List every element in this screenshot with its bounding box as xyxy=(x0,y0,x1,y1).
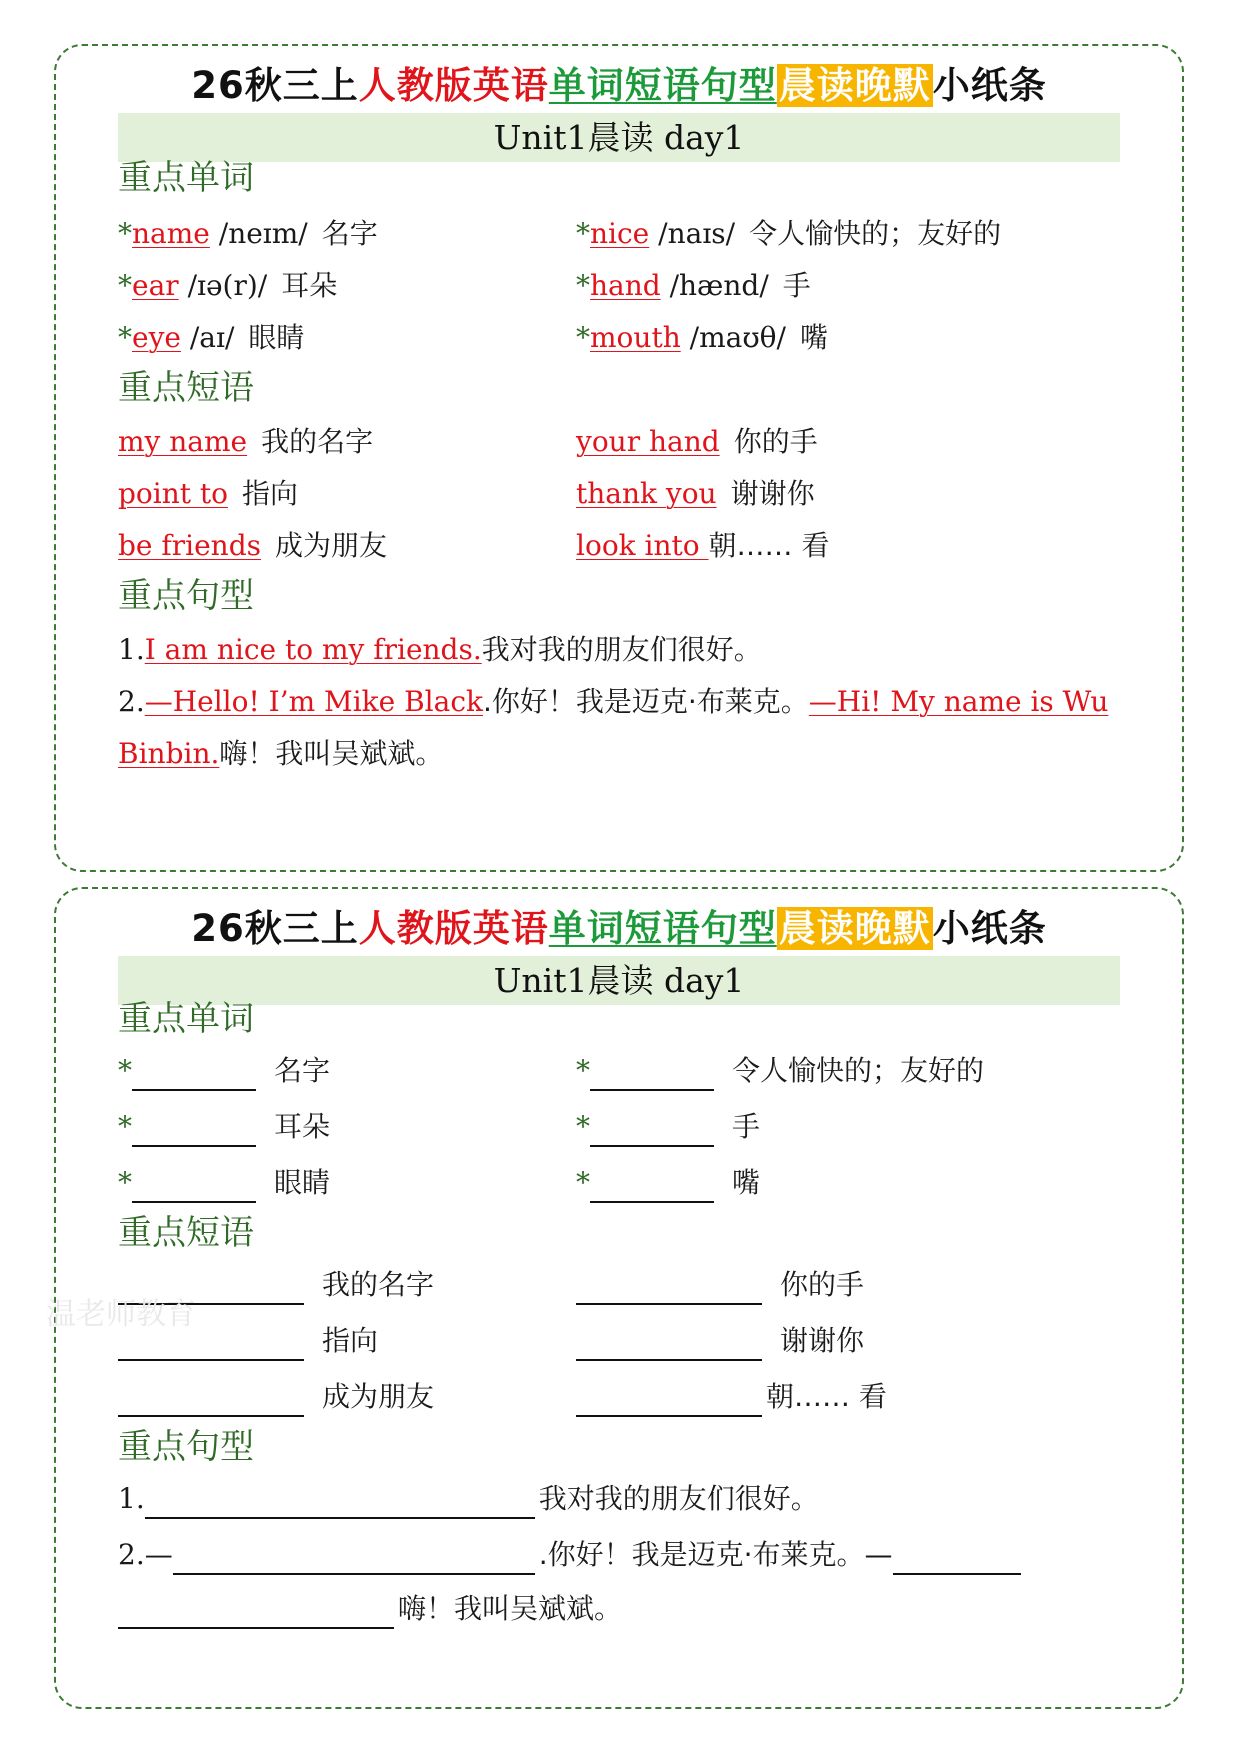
phrase-blank-item: 指向 xyxy=(118,1321,378,1361)
answer-blank[interactable] xyxy=(576,1329,762,1361)
section-heading-sentences: 重点句型 xyxy=(118,576,254,616)
phrase-blank-item: 朝…… 看 xyxy=(576,1377,887,1417)
phrase-blank-item: 你的手 xyxy=(576,1265,864,1305)
word-item: *name /neɪm/ 名字 xyxy=(118,217,378,250)
phrase-item: my name 我的名字 xyxy=(118,425,374,458)
answer-blank[interactable] xyxy=(145,1487,535,1519)
phrase-item: look into 朝…… 看 xyxy=(576,529,830,562)
word-item: *nice /naɪs/ 令人愉快的；友好的 xyxy=(576,217,1002,250)
section-heading-phrases: 重点短语 xyxy=(118,1213,254,1253)
sentence-1: 1.I am nice to my friends.我对我的朋友们很好。 xyxy=(118,633,762,666)
answer-blank[interactable] xyxy=(118,1597,394,1629)
phrase-item: your hand 你的手 xyxy=(576,425,818,458)
word-blank-item: * 名字 xyxy=(118,1051,330,1091)
answer-blank[interactable] xyxy=(590,1115,714,1147)
section-heading-sentences: 重点句型 xyxy=(118,1427,254,1467)
word-blank-item: * 令人愉快的；友好的 xyxy=(576,1051,984,1091)
phrase-blank-item: 成为朋友 xyxy=(118,1377,434,1417)
answer-blank[interactable] xyxy=(893,1543,1021,1575)
answer-blank[interactable] xyxy=(118,1329,304,1361)
unit-banner: Unit1晨读 day1 xyxy=(118,956,1120,1005)
section-heading-words: 重点单词 xyxy=(118,158,254,198)
unit-banner: Unit1晨读 day1 xyxy=(118,113,1120,162)
section-heading-phrases: 重点短语 xyxy=(118,368,254,408)
word-item: *hand /hænd/ 手 xyxy=(576,269,811,302)
answer-blank[interactable] xyxy=(590,1059,714,1091)
sentence-1-blank: 1. 我对我的朋友们很好。 xyxy=(118,1479,819,1519)
phrase-blank-item: 谢谢你 xyxy=(576,1321,864,1361)
word-blank-item: * 嘴 xyxy=(576,1163,760,1203)
answer-blank[interactable] xyxy=(118,1385,304,1417)
phrase-blank-item: 我的名字 xyxy=(118,1265,434,1305)
word-blank-item: * 眼睛 xyxy=(118,1163,330,1203)
sentence-2: 2.—Hello! I’m Mike Black.你好！我是迈克·布莱克。—Hi! My name is Wu xyxy=(118,685,1109,718)
word-item: *eye /aɪ/ 眼睛 xyxy=(118,321,305,354)
answer-blank[interactable] xyxy=(576,1273,762,1305)
phrase-item: point to 指向 xyxy=(118,477,299,510)
answer-blank[interactable] xyxy=(576,1385,762,1417)
evening-dictation-card xyxy=(46,887,1184,1709)
answer-blank[interactable] xyxy=(132,1059,256,1091)
watermark: 温老师教育 xyxy=(46,1297,196,1332)
word-item: *ear /ɪə(r)/ 耳朵 xyxy=(118,269,338,302)
word-blank-item: * 耳朵 xyxy=(118,1107,330,1147)
phrase-item: thank you 谢谢你 xyxy=(576,477,815,510)
word-blank-item: * 手 xyxy=(576,1107,760,1147)
morning-reading-card xyxy=(54,44,1184,872)
word-item: *mouth /maʊθ/ 嘴 xyxy=(576,321,828,354)
section-heading-words: 重点单词 xyxy=(118,999,254,1039)
sentence-2-continued: Binbin.嗨！我叫吴斌斌。 xyxy=(118,737,444,770)
answer-blank[interactable] xyxy=(590,1171,714,1203)
answer-blank[interactable] xyxy=(132,1115,256,1147)
answer-blank[interactable] xyxy=(132,1171,256,1203)
phrase-item: be friends 成为朋友 xyxy=(118,529,388,562)
answer-blank[interactable] xyxy=(173,1543,535,1575)
card-title: 26秋三上人教版英语单词短语句型晨读晚默小纸条 xyxy=(191,907,1047,950)
sentence-2-blank-continued: 嗨！我叫吴斌斌。 xyxy=(118,1589,622,1629)
card-title: 26秋三上人教版英语单词短语句型晨读晚默小纸条 xyxy=(191,64,1047,107)
sentence-2-blank: 2.— .你好！我是迈克·布莱克。— xyxy=(118,1535,1025,1575)
